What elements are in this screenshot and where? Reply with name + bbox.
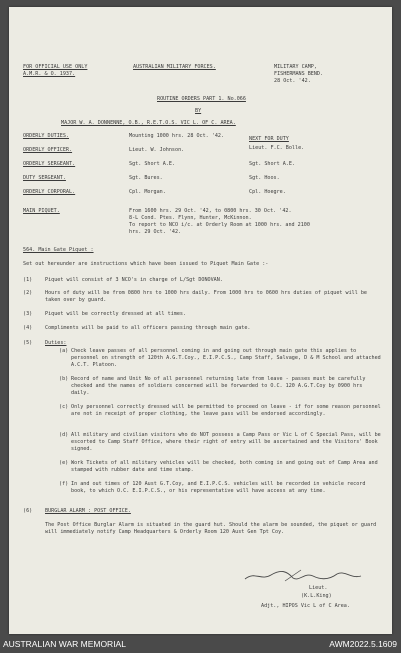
commander-line: MAJOR W. A. DONNENNE, O.B., R.E.T.O.S. VIC L. OF C. AREA. [61, 120, 236, 126]
item-text: Piquet will consist of 3 NCO's in charge of L/Sgt DONOVAN. [45, 277, 223, 283]
duty-letter: (a) [59, 348, 69, 354]
roster-next: Sgt. Hoos. [249, 175, 280, 181]
roster-label: ORDERLY DUTIES. [23, 133, 70, 139]
duties-title: Duties: [45, 340, 67, 346]
roster-label: DUTY SERGEANT. [23, 175, 66, 181]
duty-text: All military and civilian visitors who do NOT possess a Camp Pass or Vic L of C Special Pass, will be escorted to Camp Staff Office, where their right of entry will be ascertained and the Visitors' Book signed. [71, 432, 381, 452]
duty-text: Work Tickets of all military vehicles will be checked, both coming in and going out of Camp Area and stamped with rubber date and time stamp. [71, 460, 378, 473]
item-number: (1) [23, 277, 33, 283]
duty-letter: (f) [59, 481, 69, 487]
roster-label: ORDERLY SERGEANT. [23, 161, 76, 167]
signatory-name: (K.L.King) [301, 593, 332, 599]
duty-letter: (c) [59, 404, 69, 410]
item-number: (2) [23, 290, 33, 296]
duty-letter: (b) [59, 376, 69, 382]
main-picquet-details [129, 208, 310, 236]
orders-title: ROUTINE ORDERS PART 1. No.066 [157, 96, 246, 102]
section-intro: Set out hereunder are instructions which have been issued to Piquet Main Gate :- [23, 261, 269, 267]
roster-current: Sgt. Bures. [129, 175, 163, 181]
official-use-line-1: FOR OFFICIAL USE ONLY [23, 64, 88, 70]
duty-letter: (e) [59, 460, 69, 466]
burglar-text: The Post Office Burglar Alarm is situated in the guard hut. Should the alarm be sounded, the piquet or guard will immediately notify Camp Headquarters & Orderly Room 120 Aust Gen Tpt Coy. [45, 522, 377, 535]
duty-text: Check leave passes of all personnel coming in and going out through main gate this applies to personnel on strength of 120th A.G.T.Coy., E.I.P.C.S., Camp Staff, Salvage, D & M School and attached A.C.T. Platoon. [71, 348, 381, 368]
official-use-heading [23, 64, 87, 78]
organization-title: AUSTRALIAN MILITARY FORCES. [133, 64, 216, 70]
roster-current: Sgt. Short A.E. [129, 161, 176, 167]
signatory-title: Adjt., HIPOS Vic L of C Area. [261, 603, 350, 609]
roster-next: Sgt. Short A.E. [249, 161, 296, 167]
duty-text: Record of name and Unit No of all personnel returning late from leave - passes must be carefully checked and the names of soldiers concerned will be forwarded to O.C. 120 A.G.T.Coy by 0900 hrs daily. [71, 376, 366, 396]
main-picquet-line: To report to NCO i/c. at Orderly Room at 1000 hrs. and 2100 [129, 222, 310, 228]
signatory-rank: Lieut. [309, 585, 328, 591]
main-picquet-line: From 1600 hrs. 29 Oct. '42, to 0800 hrs. 30 Oct. '42. [129, 208, 292, 214]
footer-accession-number: AWM2022.5.1609 [329, 639, 397, 649]
item-number: (4) [23, 325, 33, 331]
roster-label: ORDERLY CORPORAL. [23, 189, 76, 195]
footer-institution: AUSTRALIAN WAR MEMORIAL [3, 639, 126, 649]
roster-next: Cpl. Hoegre. [249, 189, 286, 195]
by-label: BY [195, 108, 202, 114]
duties-number: (5) [23, 340, 33, 346]
roster-current: Cpl. Morgan. [129, 189, 166, 195]
main-picquet-label: MAIN PIQUET. [23, 208, 60, 214]
item-text: Hours of duty will be from 0800 hrs to 1000 hrs daily. From 1000 hrs to 0600 hrs duties of piquet will be taken over by guard. [45, 290, 368, 303]
item-text: Piquet will be correctly dressed at all times. [45, 311, 187, 317]
location-block [274, 64, 323, 85]
roster-current: Mounting 1000 hrs. 28 Oct. '42. [129, 133, 225, 139]
roster-label: ORDERLY OFFICER. [23, 147, 73, 153]
duty-text: Only personnel correctly dressed will be permitted to proceed on leave - if for some reason personnel are not in receipt of proper clothing, the leave pass will be endorsed accordingly. [71, 404, 381, 417]
item-number: (3) [23, 311, 33, 317]
location-line-1: MILITARY CAMP, [274, 64, 317, 70]
duty-text: In and out times of 120 Aust G.T.Coy, and E.I.P.C.S. vehicles will be recorded in vehicle record book, to which O.C. E.I.P.C.S., or his representative will have access at any time. [71, 481, 366, 494]
location-line-2: FISHERMANS BEND. [274, 71, 324, 77]
main-picquet-line: 8-L Cond. Ptes. Flynn, Hunter, McKinnon. [129, 215, 252, 221]
main-picquet-line: hrs. 29 Oct. '42. [129, 229, 182, 235]
section-title: 564. Main Gate Piquet : [23, 247, 94, 253]
document-page [9, 7, 392, 634]
handwritten-signature [241, 567, 391, 585]
roster-next: Lieut. F.C. Bolle. [249, 145, 305, 151]
duty-letter: (d) [59, 432, 69, 438]
burglar-title: BURGLAR ALARM : POST OFFICE. [45, 508, 131, 514]
roster-next-heading: NEXT FOR DUTY [249, 136, 289, 142]
archive-footer [0, 636, 401, 653]
item-text: Compliments will be paid to all officers passing through main gate. [45, 325, 251, 331]
official-use-line-2: A.M.R. & O. 1937. [23, 71, 76, 77]
burglar-number: (6) [23, 508, 33, 514]
order-date: 28 Oct. '42. [274, 78, 311, 84]
roster-current: Lieut. W. Johnson. [129, 147, 185, 153]
